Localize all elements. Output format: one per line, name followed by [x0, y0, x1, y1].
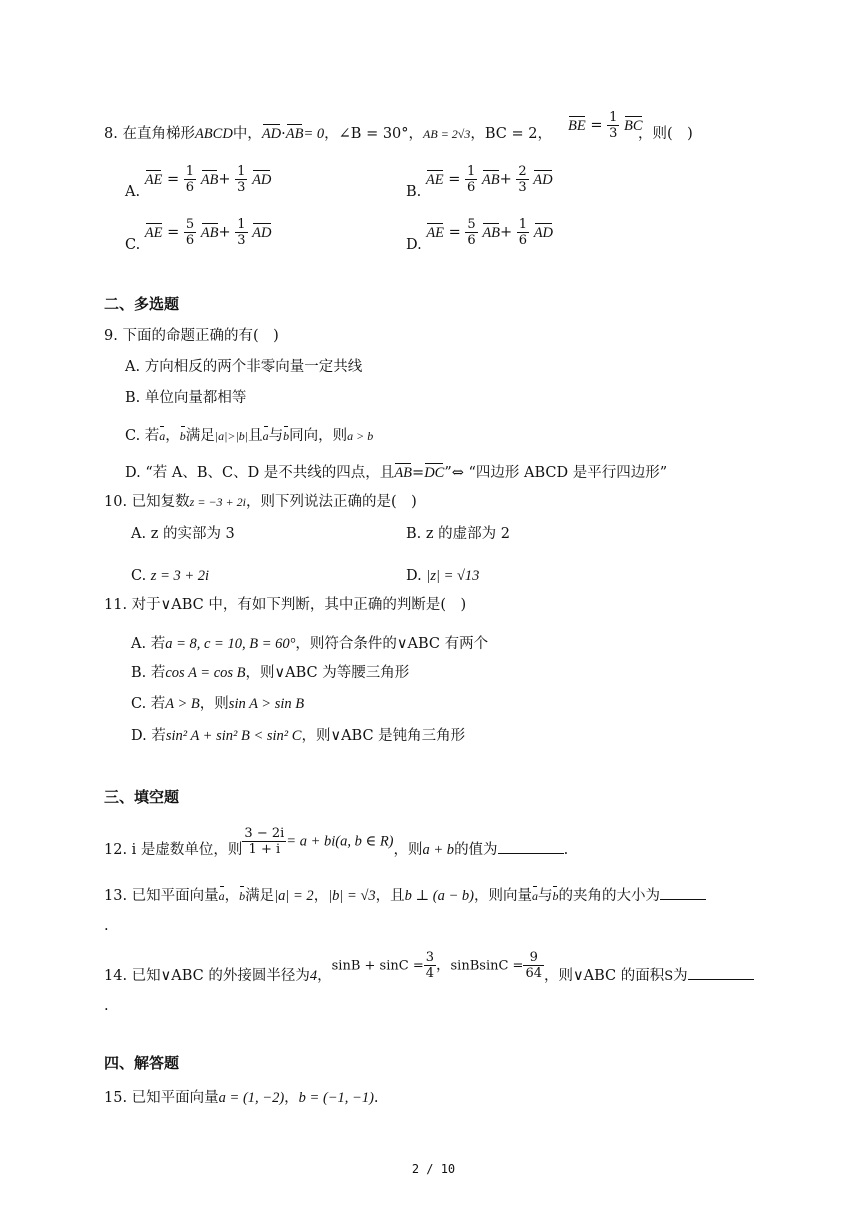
- q11-stem: 11. 对于∨ABC 中，有如下判断，其中正确的判断是( ): [104, 597, 467, 613]
- section-heading-fill-in: 三、填空题: [104, 788, 180, 806]
- vec-ab: AB: [285, 126, 304, 142]
- page-number: 2 / 10: [411, 1162, 456, 1176]
- q11-option-d[interactable]: D. 若sin² A + sin² B < sin² C，则∨ABC 是钝角三角形: [131, 728, 466, 744]
- q8-be-relation: BE = $\frac{1}{3}$ BC: [568, 110, 643, 141]
- section-heading-multi-choice: 二、多选题: [104, 295, 180, 313]
- q8-tail: ，则( ): [638, 126, 693, 142]
- q10-option-c[interactable]: C. z = 3 + 2i: [131, 568, 210, 584]
- q8-option-a[interactable]: A. AE = $\frac{1}{6}$ AB+ $\frac{1}{3}$ AD: [125, 164, 272, 200]
- q10-option-b[interactable]: B. z 的虚部为 2: [406, 526, 510, 542]
- q8-option-b[interactable]: B. AE = $\frac{1}{6}$ AB+ $\frac{2}{3}$ AD: [406, 164, 553, 200]
- section-heading-answer: 四、解答题: [104, 1054, 180, 1072]
- q8-option-c[interactable]: C. AE = $\frac{5}{6}$ AB+ $\frac{1}{3}$ AD: [125, 217, 272, 253]
- q9-stem: 9. 下面的命题正确的有( ): [104, 328, 279, 344]
- q10-option-a[interactable]: A. z 的实部为 3: [131, 526, 235, 542]
- q9-option-c[interactable]: C. 若a，b满足|a|>|b|且a与b同向，则a > b: [125, 428, 374, 444]
- q12-answer-blank[interactable]: [498, 853, 564, 854]
- q13-answer-blank[interactable]: [660, 899, 706, 900]
- q8-stem: 8. 在直角梯形ABCD中，AD·AB= 0，∠B = 30°，AB = 2√3，BC = 2，: [104, 126, 552, 142]
- q11-option-b[interactable]: B. 若cos A = cos B，则∨ABC 为等腰三角形: [131, 665, 410, 681]
- q13-end-dot: .: [104, 918, 109, 934]
- vec-ad: AD: [261, 126, 282, 142]
- q11-option-a[interactable]: A. 若a = 8, c = 10, B = 60°，则符合条件的∨ABC 有两个: [131, 636, 489, 652]
- q8-option-d[interactable]: D. AE = $\frac{5}{6}$ AB+ $\frac{1}{6}$ AD: [406, 217, 554, 253]
- q14: 14. 已知∨ABC 的外接圆半径为4，sinB + sinC = $\frac{3}{4}$ ，sinBsinC = $\frac{9}{64}$ ，则∨ABC 的面积S为: [104, 950, 754, 981]
- q13: 13. 已知平面向量a，b满足|a| = 2，|b| = √3，且b ⊥ (a − b)，则向量a与b的夹角的大小为: [104, 886, 706, 906]
- q15: 15. 已知平面向量a = (1, −2)，b = (−1, −1).: [104, 1090, 379, 1106]
- q9-option-b[interactable]: B. 单位向量都相等: [125, 390, 247, 406]
- q12: 12. i 是虚数单位，则 $\frac{3 - 2i}{1 + i}$ = a + bi(a, b ∈ R)，则a + b的值为 .: [104, 826, 569, 858]
- q9-option-a[interactable]: A. 方向相反的两个非零向量一定共线: [125, 359, 363, 375]
- q10-stem: 10. 已知复数z = −3 + 2i，则下列说法正确的是( ): [104, 494, 417, 510]
- q9-option-d[interactable]: D. “若 A、B、C、D 是不共线的四点，且AB=DC”⇔ “四边形 ABCD 是平行四边形”: [125, 465, 668, 481]
- q14-end-dot: .: [104, 998, 109, 1014]
- q10-option-d[interactable]: D. |z| = √13: [406, 568, 480, 584]
- q14-answer-blank[interactable]: [688, 979, 754, 980]
- q11-option-c[interactable]: C. 若A > B，则sin A > sin B: [131, 696, 305, 712]
